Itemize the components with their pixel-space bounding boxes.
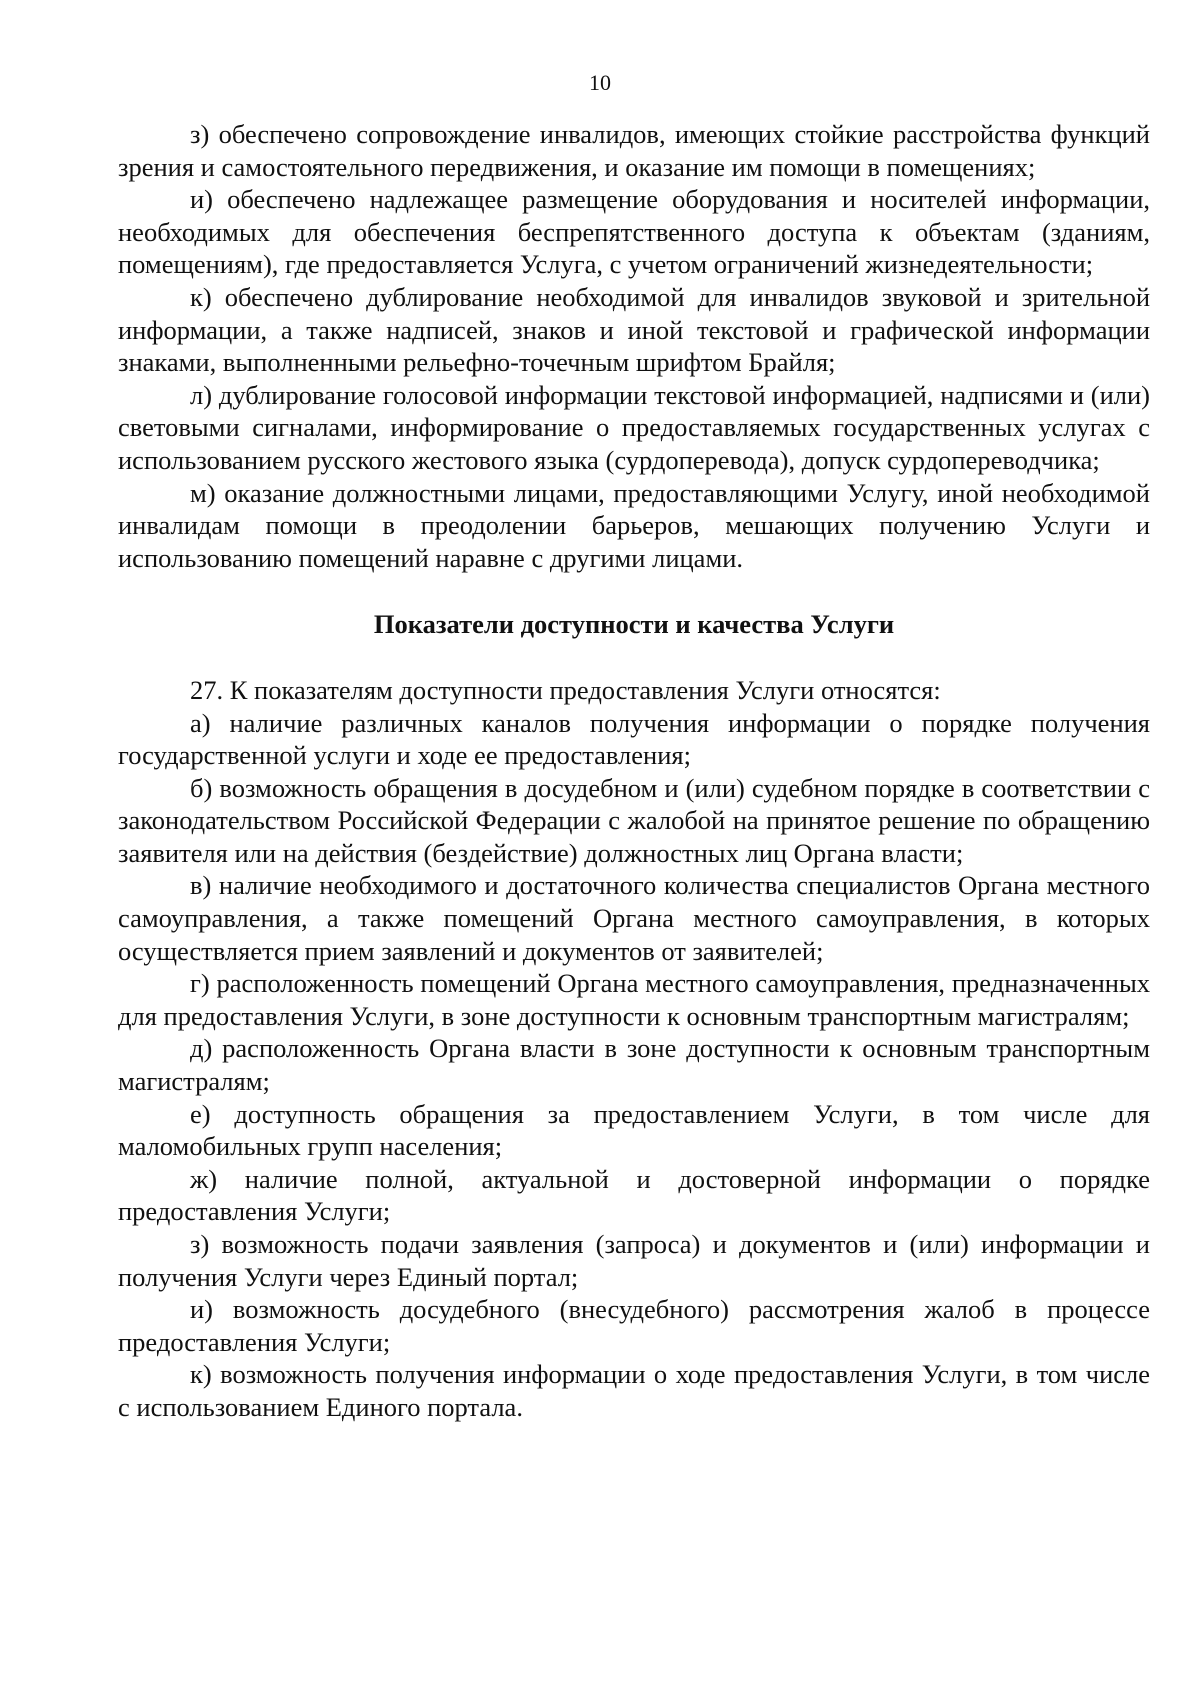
paragraph-m: м) оказание должностными лицами, предоставляющими Услугу, иной необходимой инвалидам помощи в преодолении барьеров, мешающих получению Услуги и использованию помещений наравне с другими лицами.: [118, 477, 1150, 573]
paragraph-e: е) доступность обращения за предоставлением Услуги, в том числе для маломобильных групп населения;: [118, 1098, 1150, 1162]
paragraph-k2: к) возможность получения информации о ходе предоставления Услуги, в том числе с использованием Единого портала.: [118, 1359, 1150, 1422]
paragraph-z2: з) возможность подачи заявления (запроса) и документов и (или) информации и получения Услуги через Единый портал;: [118, 1229, 1150, 1292]
paragraph-b: б) возможность обращения в досудебном и (или) судебном порядке в соответствии с законодательством Российской Федерации с жалобой на принятое решение по обращению заявителя или на действия (бездействие) должностных лиц Органа власти;: [118, 772, 1150, 868]
paragraph-27: 27. К показателям доступности предоставления Услуги относятся:: [190, 674, 941, 705]
paragraph-l: л) дублирование голосовой информации текстовой информацией, надписями и (или) световыми сигналами, информирование о предоставляемых государственных услугах с использованием русского жестового языка (сурдоперевода), допуск сурдопереводчика;: [118, 379, 1150, 475]
paragraph-a: а) наличие различных каналов получения информации о порядке получения государственной услуги и ходе ее предоставления;: [118, 707, 1150, 771]
paragraph-g: г) расположенность помещений Органа местного самоуправления, предназначенных для предоставления Услуги, в зоне доступности к основным транспортным магистралям;: [118, 968, 1150, 1031]
paragraph-v: в) наличие необходимого и достаточного количества специалистов Органа местного самоуправления, а также помещений Органа местного самоуправления, в которых осуществляется прием заявлений и документов от заявителей;: [118, 870, 1150, 966]
document-body: [118, 118, 1150, 1424]
paragraph-z: з) обеспечено сопровождение инвалидов, имеющих стойкие расстройства функций зрения и самостоятельного передвижения, и оказание им помощи в помещениях;: [118, 119, 1150, 182]
paragraph-i2: и) возможность досудебного (внесудебного) рассмотрения жалоб в процессе предоставления Услуги;: [118, 1294, 1150, 1357]
paragraph-i: и) обеспечено надлежащее размещение оборудования и носителей информации, необходимых для обеспечения беспрепятственного доступа к объектам (зданиям, помещениям), где предоставляется Услуга, с учетом ограничений жизнедеятельности;: [118, 184, 1150, 280]
accessibility-indicators-list: [118, 674, 1150, 1424]
page-number: 10: [589, 70, 611, 95]
paragraph-k: к) обеспечено дублирование необходимой для инвалидов звуковой и зрительной информации, а также надписей, знаков и иной текстовой и графической информации знаками, выполненными рельефно-точечным шрифтом Брайля;: [118, 281, 1150, 378]
paragraph-zh: ж) наличие полной, актуальной и достоверной информации о порядке предоставления Услуги;: [118, 1163, 1150, 1227]
section-heading: Показатели доступности и качества Услуги: [373, 609, 895, 640]
accessibility-conditions-list: [118, 118, 1150, 574]
paragraph-d: д) расположенность Органа власти в зоне доступности к основным транспортным магистралям;: [118, 1033, 1150, 1097]
